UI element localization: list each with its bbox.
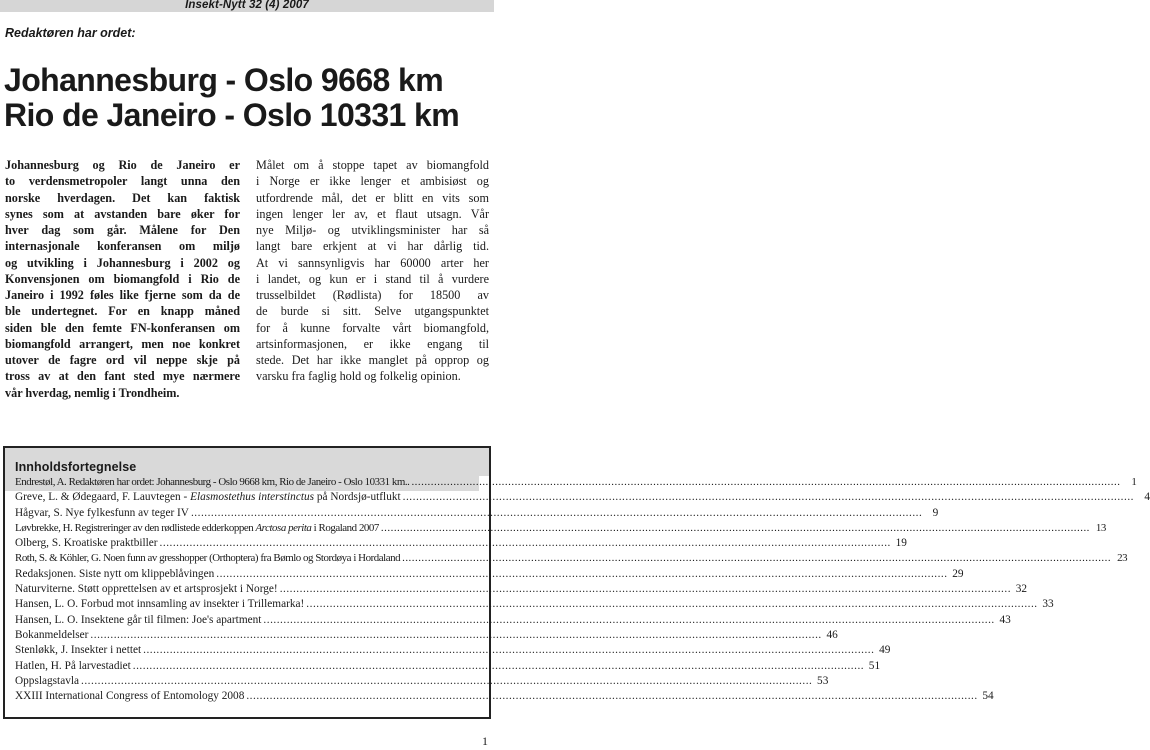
toc-page-number: 33 bbox=[1042, 598, 1054, 611]
toc-entry-title bbox=[15, 522, 379, 534]
toc-entry-title bbox=[15, 537, 158, 549]
toc-entry-text: Naturviterne. Støtt opprettelsen av et artsprosjekt i Norge! bbox=[15, 583, 278, 596]
section-label: Redaktøren har ordet: bbox=[5, 26, 136, 40]
toc-page-number: 32 bbox=[1015, 583, 1028, 596]
page-number: 1 bbox=[482, 734, 488, 748]
toc-page-number: 19 bbox=[895, 537, 907, 550]
article-line: biomangfold arrangert, men noe konkret bbox=[5, 336, 240, 351]
toc-entry bbox=[15, 521, 1106, 537]
article-line: to verdensmetropoler langt unna den bbox=[5, 174, 240, 189]
article-line: langt bare erkjent at vi har dårlig tid. bbox=[256, 239, 489, 254]
toc-entry-title bbox=[15, 675, 79, 687]
toc-entry bbox=[15, 537, 907, 552]
article-line: de burde si sitt. Selve utgangspunktet bbox=[256, 304, 489, 319]
toc-entry-species: Elasmostethus interstinctus bbox=[190, 491, 315, 504]
toc-page-number: 46 bbox=[826, 628, 838, 641]
toc-leader-dots: ............................................................................................................................................................................................................................ bbox=[402, 491, 1134, 504]
article-line: ingen lenger ler av, et flaut utsagn. Vår bbox=[256, 206, 489, 221]
toc-page-number: 43 bbox=[999, 613, 1011, 626]
toc-entry-text: Hansen, L. O. Insektene går til filmen: Joe's apartment bbox=[15, 613, 262, 626]
article-line: og utvikling i Johannesburg i 2002 og bbox=[5, 255, 240, 270]
toc-entry bbox=[15, 644, 891, 659]
toc-entry-species: Arctosa perita bbox=[255, 521, 312, 534]
article-line: hver dag som går. Målene for Den bbox=[5, 223, 240, 237]
toc-entry-title bbox=[15, 629, 88, 641]
headline-line-2: Rio de Janeiro - Oslo 10331 km bbox=[4, 97, 460, 133]
toc-entry bbox=[15, 491, 1150, 506]
toc-entry-title bbox=[15, 690, 244, 702]
toc-entry-title bbox=[15, 476, 409, 488]
toc-page-number: 29 bbox=[952, 567, 964, 580]
toc-entry-title bbox=[15, 552, 400, 564]
toc-page-number: 9 bbox=[932, 506, 939, 519]
toc-entry-text: i Rogaland 2007 bbox=[311, 521, 379, 534]
toc-page-number: 49 bbox=[879, 644, 891, 657]
toc-leader-dots: ............................................................................................................................................................................................................................ bbox=[411, 476, 1121, 488]
toc-page-number: 1 bbox=[1131, 476, 1137, 488]
article-line: Målet om å stoppe tapet av biomangfold bbox=[256, 158, 489, 172]
toc-entry-text: Olberg, S. Kroatiske praktbiller bbox=[15, 537, 158, 550]
toc-entry-text: Redaksjonen. Siste nytt om klippeblåvingen bbox=[15, 567, 215, 580]
toc-leader-dots: ............................................................................................................................................................................................................................ bbox=[190, 506, 923, 519]
toc-entry bbox=[15, 690, 994, 705]
toc-entry-text: XXIII International Congress of Entomology 2008 bbox=[15, 690, 245, 703]
journal-title: Insekt-Nytt 32 (4) 2007 bbox=[185, 0, 309, 11]
toc-leader-dots: ............................................................................................................................................................................................................................ bbox=[159, 537, 891, 550]
article-line: Janeiro i 1992 føles like fjerne som da de bbox=[5, 288, 240, 302]
article-line: artsinformasjonen, er ikke engang til bbox=[256, 336, 489, 351]
toc-leader-dots: ............................................................................................................................................................................................................................ bbox=[380, 521, 1090, 534]
toc-entry-title bbox=[15, 583, 278, 595]
article-line: stede. Det har ikke manglet på opprop og bbox=[256, 353, 489, 367]
article-column-left bbox=[5, 157, 240, 401]
toc-entry bbox=[5, 476, 1137, 491]
toc-entry bbox=[15, 506, 939, 522]
toc-entry-title bbox=[15, 644, 141, 656]
toc-entry bbox=[15, 567, 964, 583]
toc-leader-dots: ............................................................................................................................................................................................................................ bbox=[306, 598, 1038, 611]
toc-leader-dots: ............................................................................................................................................................................................................................ bbox=[143, 644, 875, 657]
toc-entry-title bbox=[15, 660, 131, 672]
article-line: vår hverdag, nemlig i Trondheim. bbox=[5, 385, 180, 400]
toc-entry bbox=[15, 628, 838, 644]
toc-entry-text: Endrestøl, A. Redaktøren har ordet: Johannesburg - Oslo 9668 km, Rio de Janeiro - Oslo 10331 km.. bbox=[15, 476, 410, 488]
article-line: i Norge er ikke lenger et ambisiøst og bbox=[256, 174, 489, 189]
article-line: i landet, og kun er i stand til å vurdere bbox=[256, 271, 489, 286]
toc-entry-text: Oppslagstavla bbox=[15, 674, 80, 687]
toc-list bbox=[15, 476, 1150, 705]
toc-title: Innholdsfortegnelse bbox=[15, 460, 137, 474]
article-line: utfordrende mål, det er blitt en vits som bbox=[256, 190, 489, 205]
toc-entry-text: Bokanmeldelser bbox=[15, 628, 89, 641]
toc-entry-text: Roth, S. & Köhler, G. Noen funn av gresshopper (Orthoptera) fra Bømlo og Stordøya i Hordaland bbox=[15, 552, 401, 565]
article-line: At vi sannsynligvis har 60000 arter her bbox=[256, 255, 489, 270]
toc-entry-title bbox=[15, 598, 304, 610]
toc-entry bbox=[15, 552, 1128, 567]
article-line: for å kunne forvalte vårt biomangfold, bbox=[256, 320, 489, 335]
toc-entry bbox=[15, 674, 829, 690]
toc-entry-text: på Nordsjø-utflukt bbox=[314, 491, 401, 504]
article-column-right bbox=[256, 157, 489, 385]
toc-entry bbox=[15, 583, 1028, 598]
toc-entry-text: Hågvar, S. Nye fylkesfunn av teger IV bbox=[15, 506, 189, 519]
table-of-contents bbox=[3, 446, 1150, 719]
toc-entry-text: Hansen, L. O. Forbud mot innsamling av insekter i Trillemarka! bbox=[15, 598, 305, 611]
toc-entry-text: Løvbrekke, H. Registreringer av den rødlistede edderkoppen bbox=[15, 521, 256, 534]
toc-page-number: 4 bbox=[1144, 491, 1150, 504]
toc-leader-dots: ............................................................................................................................................................................................................................ bbox=[402, 552, 1112, 565]
toc-leader-dots: ............................................................................................................................................................................................................................ bbox=[216, 567, 948, 580]
toc-entry-title bbox=[15, 491, 401, 503]
toc-entry-text: Stenløkk, J. Insekter i nettet bbox=[15, 644, 142, 657]
article-line: nye Miljø- og utviklingsminister har så bbox=[256, 223, 489, 237]
article-line: Johannesburg og Rio de Janeiro er bbox=[5, 158, 240, 172]
article-line: varsku fra faglig hold og folkelig opinion. bbox=[256, 369, 461, 384]
toc-page-number: 23 bbox=[1117, 552, 1128, 565]
article-line: trusselbildet (Rødlista) for 18500 av bbox=[256, 288, 489, 302]
toc-entry-text: Greve, L. & Ødegaard, F. Lauvtegen - bbox=[15, 491, 191, 504]
toc-entry bbox=[15, 659, 881, 675]
toc-page-number: 54 bbox=[982, 690, 994, 703]
toc-leader-dots: ............................................................................................................................................................................................................................ bbox=[246, 690, 978, 703]
toc-entry-title bbox=[15, 614, 261, 626]
toc-page-number: 51 bbox=[868, 659, 881, 672]
toc-page-number: 13 bbox=[1095, 521, 1106, 534]
toc-entry-title bbox=[15, 568, 214, 580]
article-line: utover de fagre ord vil neppe skje på bbox=[5, 353, 240, 367]
toc-entry-title bbox=[15, 507, 189, 519]
article-line: ble undertegnet. For en knapp måned bbox=[5, 304, 240, 319]
toc-entry-text: Hatlen, H. På larvestadiet bbox=[15, 659, 131, 672]
toc-leader-dots: ............................................................................................................................................................................................................................ bbox=[81, 674, 813, 687]
article-line: Konvensjonen om biomangfold i Rio de bbox=[5, 271, 240, 286]
toc-leader-dots: ............................................................................................................................................................................................................................ bbox=[90, 628, 822, 641]
article-line: norske hverdagen. Det kan faktisk bbox=[5, 190, 240, 205]
toc-page-number: 53 bbox=[817, 674, 829, 687]
article-line: tross av at den fant sted mye nærmere bbox=[5, 369, 240, 384]
article-line: synes som at avstanden bare øker for bbox=[5, 206, 240, 221]
article-line: internasjonale konferansen om miljø bbox=[5, 239, 240, 254]
article-line: siden ble den femte FN-konferansen om bbox=[5, 320, 240, 335]
toc-leader-dots: ............................................................................................................................................................................................................................ bbox=[279, 583, 1012, 596]
toc-entry bbox=[15, 598, 1054, 613]
toc-entry bbox=[15, 613, 1011, 629]
toc-leader-dots: ............................................................................................................................................................................................................................ bbox=[263, 613, 995, 626]
headline-line-1: Johannesburg - Oslo 9668 km bbox=[4, 62, 444, 98]
toc-leader-dots: ............................................................................................................................................................................................................................ bbox=[132, 659, 865, 672]
